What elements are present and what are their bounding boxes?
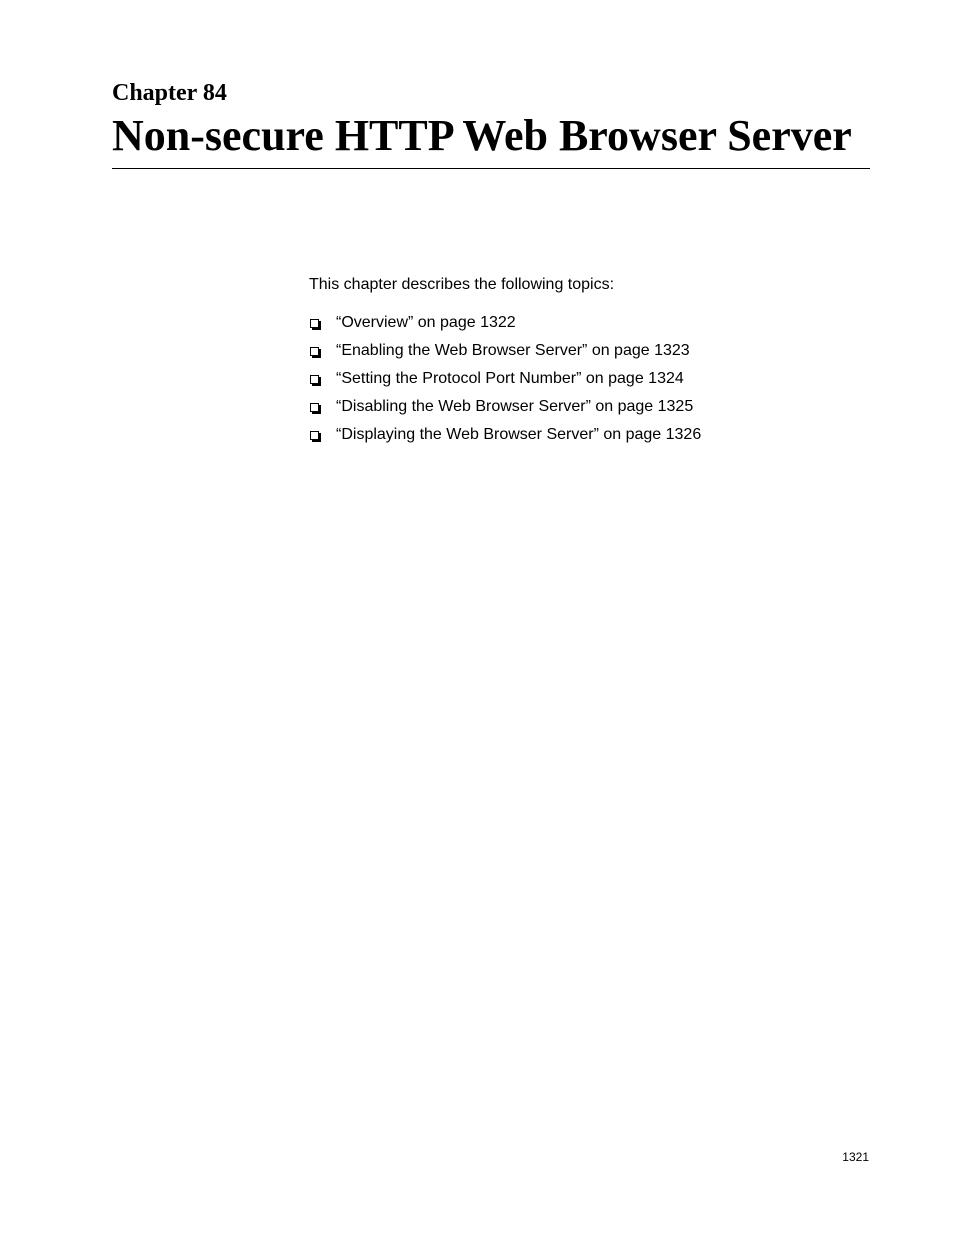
topic-link[interactable]: “Overview” on page 1322	[336, 314, 516, 331]
topic-item[interactable]	[309, 313, 701, 341]
topic-link[interactable]: “Displaying the Web Browser Server” on page 1326	[336, 426, 702, 443]
topic-list	[309, 313, 701, 453]
chapter-label: Chapter 84	[112, 80, 227, 106]
topic-item[interactable]	[309, 425, 701, 453]
topic-link[interactable]: “Enabling the Web Browser Server” on page 1323	[336, 342, 690, 359]
topic-link[interactable]: “Setting the Protocol Port Number” on page 1324	[336, 370, 684, 387]
square-bullet-icon	[309, 313, 336, 333]
square-bullet-icon	[309, 397, 336, 417]
topic-link[interactable]: “Disabling the Web Browser Server” on page 1325	[336, 398, 694, 415]
topic-item[interactable]	[309, 397, 701, 425]
intro-text: This chapter describes the following topics:	[309, 276, 615, 293]
page-number: 1321	[842, 1150, 869, 1164]
title-divider	[112, 168, 870, 169]
square-bullet-icon	[309, 341, 336, 361]
square-bullet-icon	[309, 425, 336, 445]
square-bullet-icon	[309, 369, 336, 389]
topic-item[interactable]	[309, 341, 701, 369]
topic-item[interactable]	[309, 369, 701, 397]
chapter-title: Non-secure HTTP Web Browser Server	[112, 111, 852, 160]
